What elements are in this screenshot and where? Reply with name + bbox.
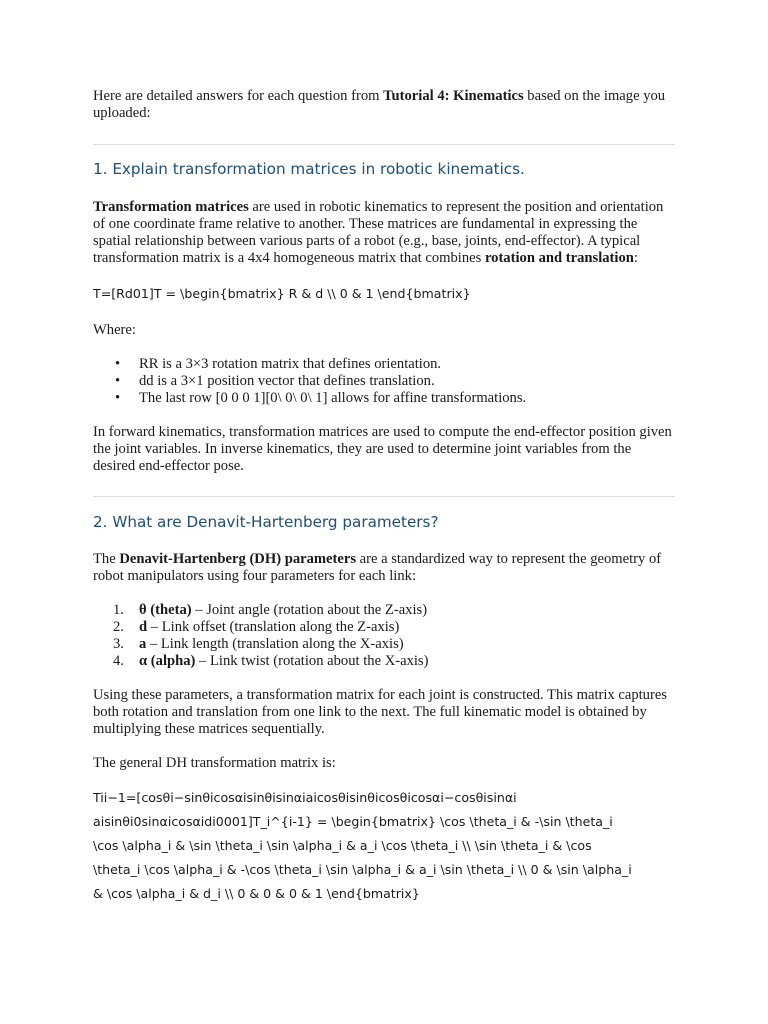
section2-bold-term: Denavit-Hartenberg (DH) parameters bbox=[119, 551, 357, 567]
intro-paragraph bbox=[93, 88, 675, 122]
section2-heading: 2. What are Denavit-Hartenberg parameters? bbox=[93, 513, 439, 531]
list-item-text: – Link twist (rotation about the X-axis) bbox=[195, 653, 429, 669]
list-number: 1. bbox=[113, 602, 124, 618]
intro-bold-title: Tutorial 4: Kinematics bbox=[383, 88, 524, 104]
document-page bbox=[93, 88, 675, 906]
list-item-bold: θ (theta) bbox=[139, 602, 192, 618]
section1-p1-end: : bbox=[633, 250, 638, 266]
formula-line: \cos \alpha_i & \sin \theta_i \sin \alpha_i & a_i \cos \theta_i \\ \sin \theta_i & \cos bbox=[93, 838, 592, 853]
formula-line: Tii−1=[cos⁡θi−sin⁡θicos⁡αisin⁡θisin⁡αiaicos⁡θisin⁡θicos⁡θicos⁡αi−cos⁡θisin⁡αi bbox=[93, 790, 517, 805]
section1-where: Where: bbox=[93, 322, 136, 338]
list-item bbox=[93, 602, 675, 619]
intro-text-end: based on the image you uploaded: bbox=[93, 88, 666, 121]
list-item-bold: a bbox=[139, 636, 147, 652]
list-item-bold: d bbox=[139, 619, 148, 635]
bullet-icon: • bbox=[115, 373, 121, 389]
bullet-icon: • bbox=[115, 390, 121, 406]
list-item bbox=[93, 653, 675, 670]
section1-formula: T=[Rd01]T = \begin{bmatrix} R & d \\ 0 & 1 \end{bmatrix} bbox=[93, 286, 471, 301]
section1-paragraph1 bbox=[93, 199, 675, 267]
list-item bbox=[93, 619, 675, 636]
formula-line: & \cos \alpha_i & d_i \\ 0 & 0 & 0 & 1 \end{bmatrix} bbox=[93, 886, 420, 901]
section2-p1-end: are a standardized way to represent the geometry of robot manipulators using four parameters for each link: bbox=[93, 551, 662, 584]
section2-paragraph2: Using these parameters, a transformation matrix for each joint is constructed. This matrix captures both rotation and translation from one link to the next. The full kinematic model is obtained by multiplying these matrices sequentially. bbox=[93, 687, 667, 737]
section1-heading: 1. Explain transformation matrices in robotic kinematics. bbox=[93, 160, 525, 178]
section1-bold-term2: rotation and translation bbox=[484, 250, 634, 266]
list-item-text: – Joint angle (rotation about the Z-axis) bbox=[191, 602, 428, 618]
intro-text: Here are detailed answers for each question from bbox=[93, 88, 384, 104]
formula-line: \theta_i \cos \alpha_i & -\cos \theta_i \sin \alpha_i & a_i \sin \theta_i \\ 0 & \sin \alpha_i bbox=[93, 862, 632, 877]
section1-p1-text: are used in robotic kinematics to represent the position and orientation of one coordinate frame relative to another. These matrices are fundamental in expressing the spatial relationship between various parts of a robot (e.g., base, joints, end-effector). A typical transformation matrix is a 4x4 homogeneous matrix that combines bbox=[93, 199, 664, 266]
list-item bbox=[93, 390, 675, 407]
section-divider bbox=[93, 144, 675, 145]
list-number: 2. bbox=[113, 619, 124, 635]
list-item-bold: α (alpha) bbox=[139, 653, 196, 669]
list-item bbox=[93, 373, 675, 390]
list-item-text: RR is a 3×3 rotation matrix that defines orientation. bbox=[139, 356, 442, 372]
list-number: 4. bbox=[113, 653, 124, 669]
list-item-text: dd is a 3×1 position vector that defines translation. bbox=[139, 373, 435, 389]
list-number: 3. bbox=[113, 636, 124, 652]
section1-bullet-list bbox=[93, 356, 675, 407]
section1-bold-term: Transformation matrices bbox=[93, 199, 249, 215]
list-item-text: – Link length (translation along the X-axis) bbox=[146, 636, 404, 652]
list-item bbox=[93, 636, 675, 653]
bullet-icon: • bbox=[115, 356, 121, 372]
section-divider bbox=[93, 496, 675, 497]
section2-paragraph3: The general DH transformation matrix is: bbox=[93, 755, 336, 771]
list-item bbox=[93, 356, 675, 373]
list-item-text: – Link offset (translation along the Z-axis) bbox=[147, 619, 400, 635]
dh-matrix-formula bbox=[93, 786, 675, 906]
section2-p1-text: The bbox=[93, 551, 120, 567]
formula-line: aisin⁡θi0sin⁡αicos⁡αidi0001]T_i^{i-1} = \begin{bmatrix} \cos \theta_i & -\sin \theta_i bbox=[93, 814, 613, 829]
section1-paragraph2: In forward kinematics, transformation matrices are used to compute the end-effector position given the joint variables. In inverse kinematics, they are used to determine joint variables from the desired end-effector pose. bbox=[93, 424, 672, 474]
list-item-text: The last row [0 0 0 1][0\ 0\ 0\ 1] allows for affine transformations. bbox=[139, 390, 527, 406]
dh-parameter-list bbox=[93, 602, 675, 670]
section2-paragraph1 bbox=[93, 551, 675, 585]
